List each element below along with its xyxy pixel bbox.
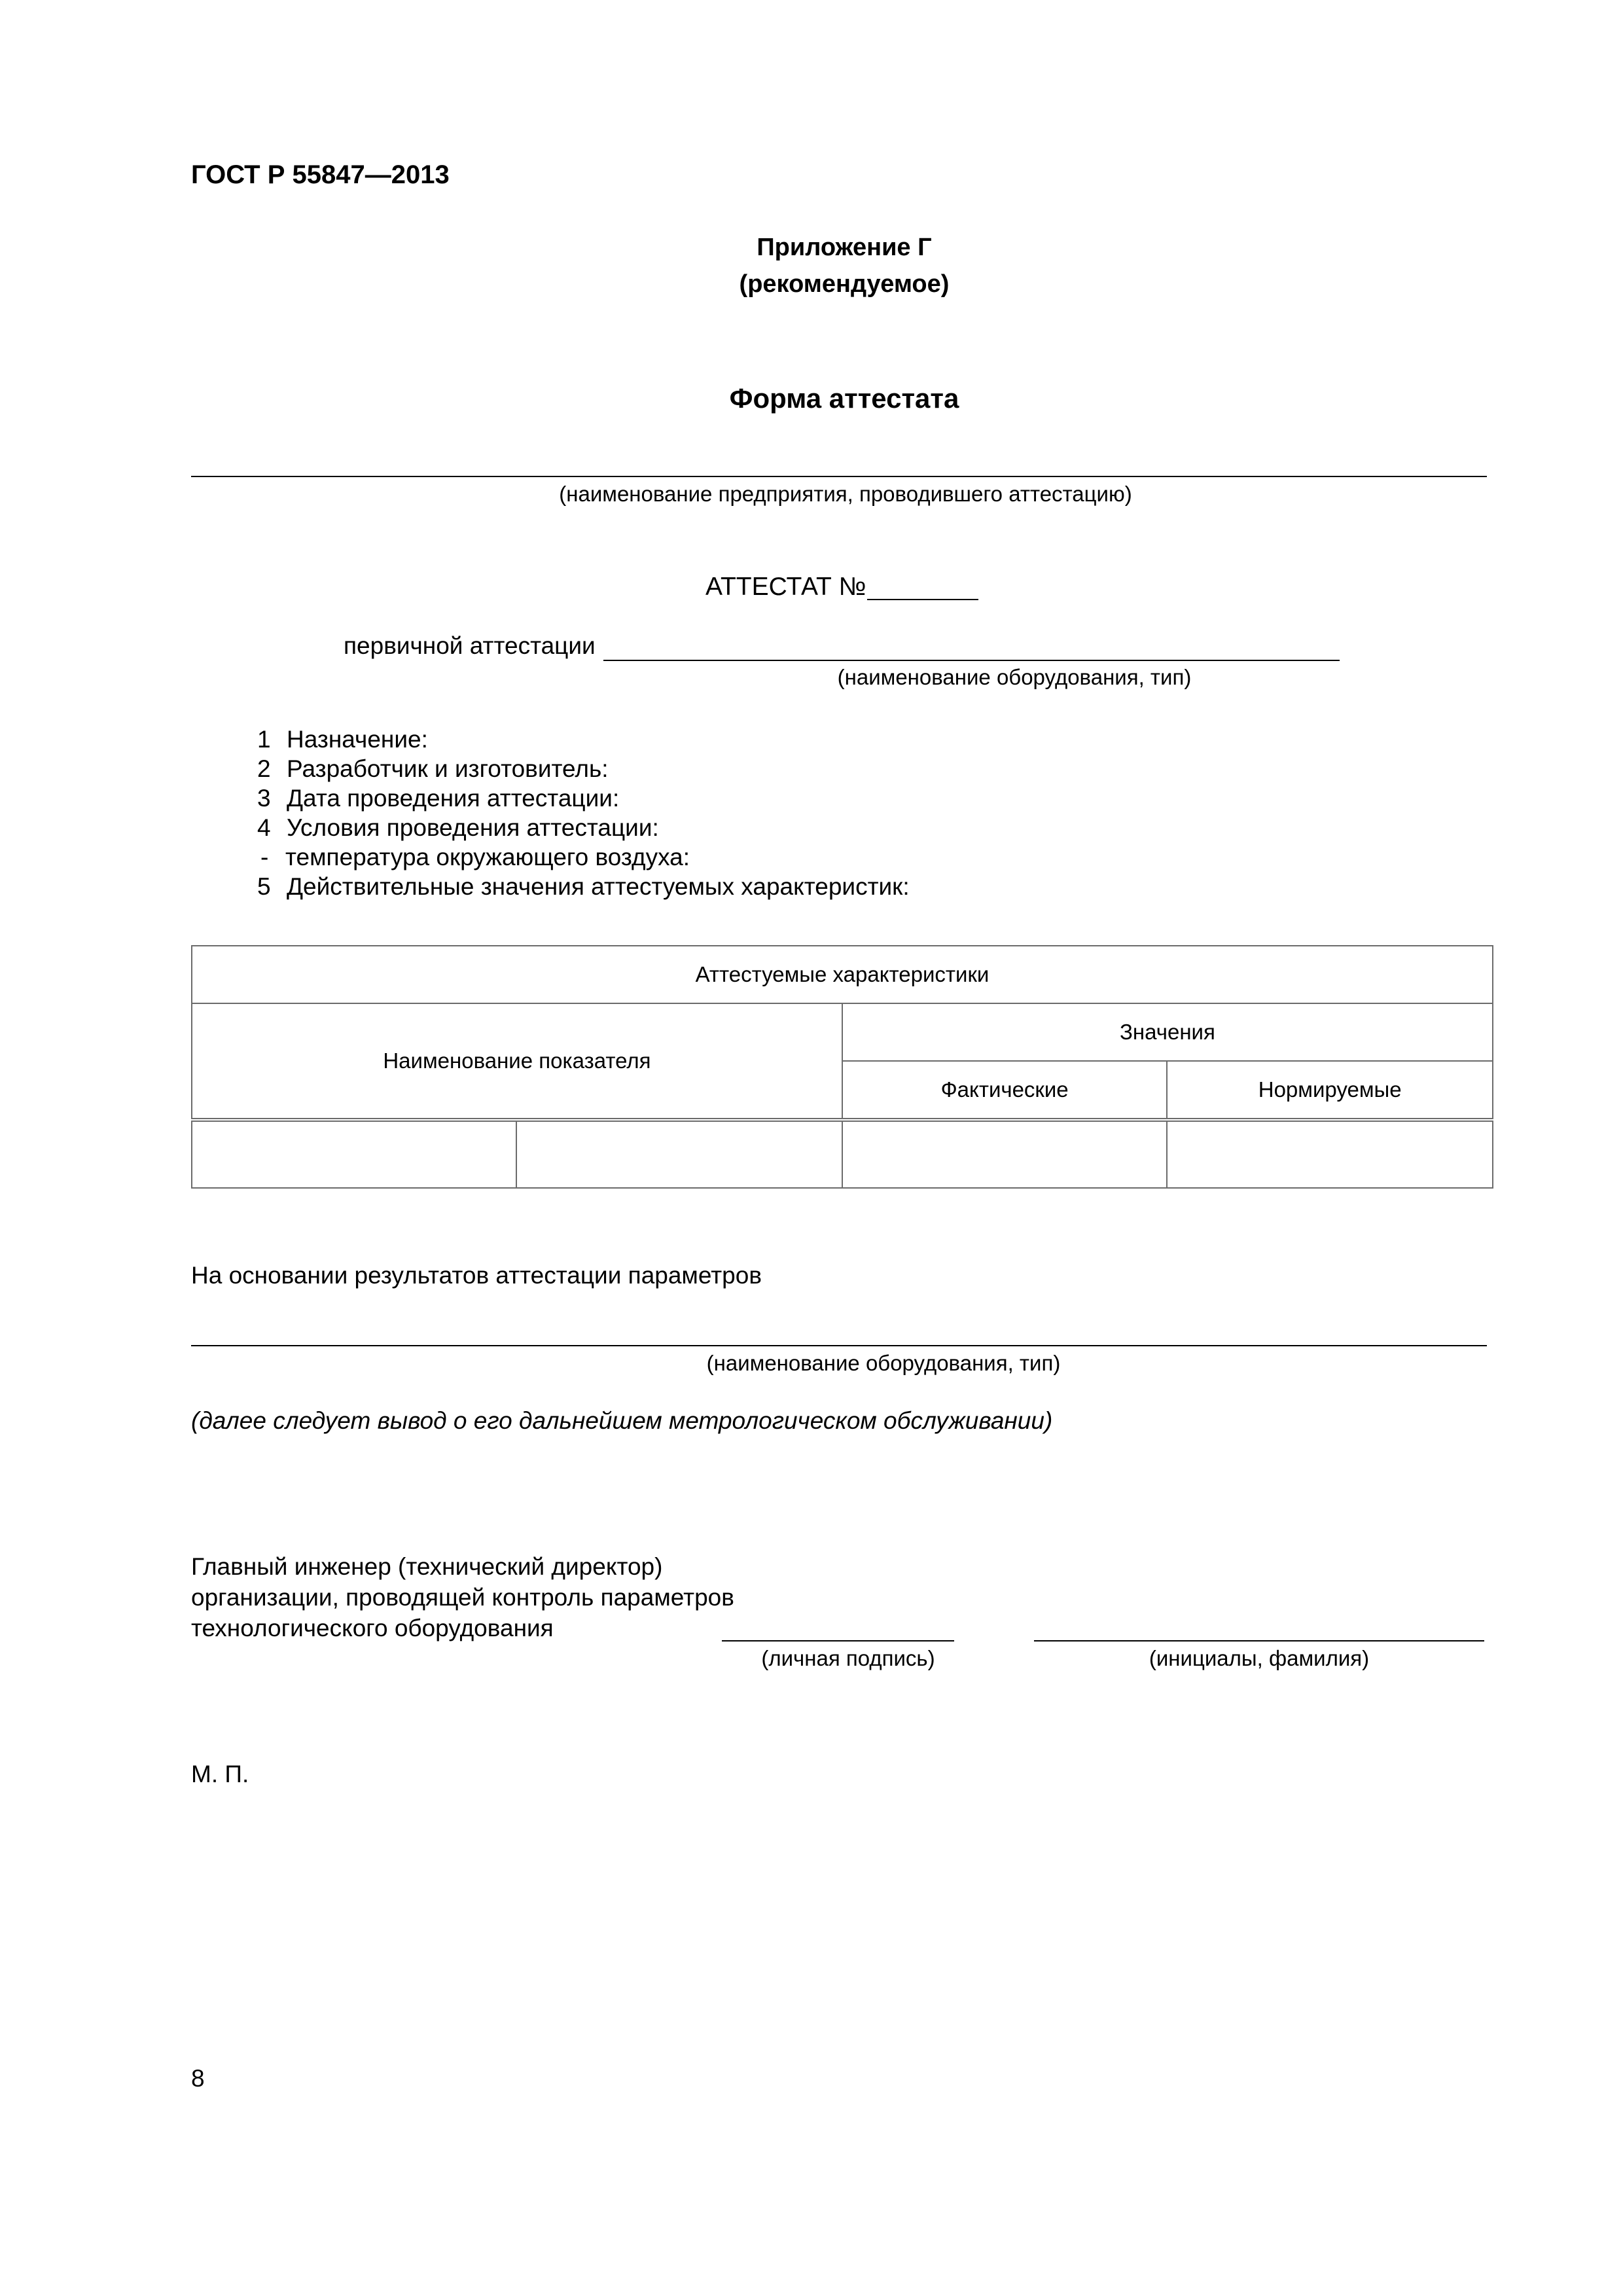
list-item: - температура окружающего воздуха: bbox=[260, 844, 690, 870]
list-item: 3 Дата проведения аттестации: bbox=[257, 785, 620, 812]
table-row bbox=[192, 1120, 1493, 1188]
signatory-title bbox=[191, 1551, 734, 1643]
name-line bbox=[1034, 1640, 1484, 1641]
document-code: ГОСТ Р 55847—2013 bbox=[191, 160, 450, 189]
table-cell bbox=[1167, 1120, 1493, 1188]
signatory-line-2: организации, проводящей контроль параметров bbox=[191, 1584, 734, 1611]
stamp-label: М. П. bbox=[191, 1761, 249, 1787]
signature-caption: (личная подпись) bbox=[761, 1646, 935, 1670]
list-item: 2 Разработчик и изготовитель: bbox=[257, 755, 609, 782]
certificate-number-line bbox=[867, 599, 978, 600]
organization-caption: (наименование предприятия, проводившего аттестацию) bbox=[559, 482, 1132, 506]
annex-heading bbox=[0, 229, 1623, 302]
signatory-line-3: технологического оборудования bbox=[191, 1615, 554, 1641]
certificate-number-label: АТТЕСТАТ № bbox=[705, 573, 866, 601]
list-item: 1 Назначение: bbox=[257, 726, 428, 753]
primary-attestation-label: первичной аттестации bbox=[344, 632, 596, 659]
table-cell bbox=[192, 1120, 516, 1188]
form-title: Форма аттестата bbox=[729, 383, 959, 414]
equipment-name-caption: (наименование оборудования, тип) bbox=[837, 665, 1192, 689]
annex-title: Приложение Г bbox=[757, 234, 932, 261]
table-cell bbox=[842, 1120, 1168, 1188]
signature-line bbox=[722, 1640, 954, 1641]
table-caption: Аттестуемые характеристики bbox=[192, 946, 1493, 1003]
organization-line bbox=[191, 476, 1487, 477]
normative-values-header: Нормируемые bbox=[1167, 1061, 1493, 1120]
basis-text: На основании результатов аттестации параметров bbox=[191, 1262, 762, 1289]
attestation-items-list bbox=[257, 725, 910, 901]
basis-equipment-caption: (наименование оборудования, тип) bbox=[706, 1351, 1061, 1375]
basis-equipment-line bbox=[191, 1345, 1487, 1346]
page-number: 8 bbox=[191, 2065, 205, 2092]
name-caption: (инициалы, фамилия) bbox=[1149, 1646, 1370, 1670]
annex-status: (рекомендуемое) bbox=[739, 270, 950, 298]
attested-characteristics-table bbox=[191, 945, 1493, 1189]
values-header: Значения bbox=[842, 1003, 1493, 1061]
actual-values-header: Фактические bbox=[842, 1061, 1168, 1120]
signatory-line-1: Главный инженер (технический директор) bbox=[191, 1553, 663, 1580]
table-cell bbox=[516, 1120, 842, 1188]
list-item: 5 Действительные значения аттестуемых характеристик: bbox=[257, 873, 910, 900]
conclusion-note: (далее следует вывод о его дальнейшем метрологическом обслуживании) bbox=[191, 1407, 1053, 1434]
list-item: 4 Условия проведения аттестации: bbox=[257, 814, 659, 841]
equipment-name-line bbox=[603, 660, 1340, 661]
parameter-name-header: Наименование показателя bbox=[192, 1003, 842, 1120]
